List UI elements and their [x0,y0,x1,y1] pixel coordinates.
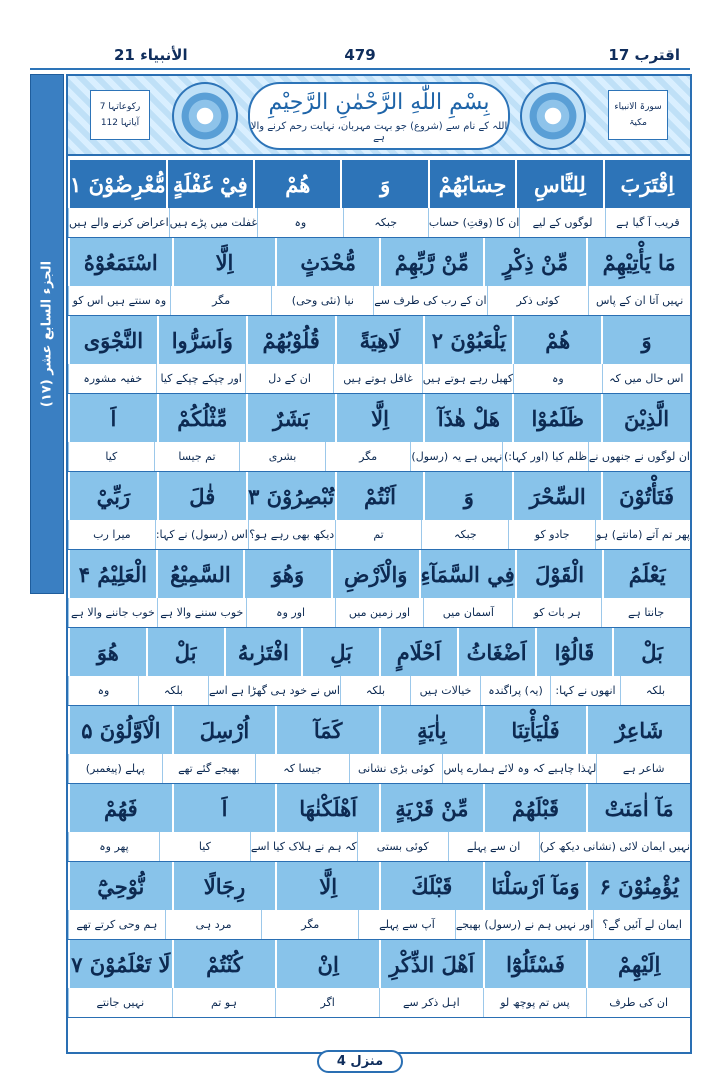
arabic-word: كَمَآ [275,706,379,754]
arabic-word: هُوَ [68,628,146,676]
bismillah-translation: اللہ کے نام سے (شروع) جو بہت مہربان، نہایت رحم کرنے والا ہے [250,121,508,143]
urdu-translation: دیکھ بھی رہے ہو؟ [248,520,335,549]
arabic-word: لَاهِيَةً [335,316,424,364]
arabic-row [68,628,690,676]
arabic-word: اِقْتَرَبَ [603,160,690,208]
arabic-row [68,550,690,598]
arabic-word: يُؤْمِنُوْنَ ۶ [586,862,690,910]
arabic-word: كُنْتُمْ [172,940,276,988]
arabic-word: لَا تَعْلَمُوْنَ ۷ [68,940,172,988]
urdu-translation: وہ [257,208,342,237]
arabic-word: وَهُوَ [243,550,331,598]
arabic-word: الْاَوَّلُوْنَ ۵ [68,706,172,754]
urdu-translation: میرا رب [68,520,155,549]
surah-banner [68,76,690,156]
urdu-translation: آسمان میں [423,598,512,627]
urdu-translation: ہر بات کو [512,598,601,627]
urdu-translation: جبکہ [343,208,428,237]
urdu-translation: نیا (نئی وحی) [271,286,373,315]
urdu-translation: لہٰذا چاہیے کہ وہ لائے ہمارے پاس [442,754,596,783]
urdu-translation: ان کا (وقتِ) حساب [428,208,520,237]
urdu-translation: اس (رسول) نے کہا: [155,520,248,549]
arabic-word: نُّوْحِيْٓ [68,862,172,910]
arabic-word: السَّمِيْعُ [156,550,244,598]
urdu-translation: مگر [325,442,411,471]
urdu-translation: اہل ذکر سے [379,988,483,1017]
arabic-word: فَتَأْتُوْنَ [601,472,690,520]
arabic-word: مِّنْ قَرْيَةٍ [379,784,483,832]
arabic-word: تُبْصِرُوْنَ ۳ [246,472,335,520]
urdu-translation: کھیل رہے ہوتے ہیں [422,364,513,393]
arabic-row [68,862,690,910]
urdu-translation: تم [335,520,422,549]
arabic-word: مُّحْدَثٍ [275,238,379,286]
urdu-translation: بشری [239,442,325,471]
arabic-word: اَهْلَ الذِّكْرِ [379,940,483,988]
juz-name-header: اقترب 17 [608,46,680,64]
arabic-word: هَلْ هٰذَآ [423,394,512,442]
arabic-word: اَضْغَاثُ [457,628,535,676]
arabic-word: بَلْ [146,628,224,676]
arabic-word: اُرْسِلَ [172,706,276,754]
urdu-translation: ان کی طرف [586,988,690,1017]
page-header [30,46,690,72]
urdu-translation: لوگوں کے لیے [519,208,604,237]
urdu-translation: جانتا ہے [601,598,690,627]
arabic-word: وَمَآ اَرْسَلْنَا [483,862,587,910]
arabic-row [68,316,690,364]
urdu-translation: (یہ) پراگندہ [480,676,550,705]
arabic-word: شَاعِرٌ [586,706,690,754]
urdu-translation: پھر وہ [68,832,159,861]
arabic-word: مَا يَأْتِيْهِمْ [586,238,690,286]
arabic-word: قُلُوْبُهُمْ [246,316,335,364]
page-frame [66,74,692,1054]
urdu-translation: ہو تم [172,988,276,1017]
page-footer [0,1050,720,1073]
urdu-translation: پہلے (پیغمبر) [68,754,162,783]
urdu-translation: ظلم کیا (اور کہا:) [502,442,588,471]
urdu-translation: مگر [261,910,358,939]
translation-row [68,988,690,1018]
arabic-word: مِّنْ رَّبِّهِمْ [379,238,483,286]
arabic-word: افْتَرٰىهُ [224,628,302,676]
arabic-word: اسْتَمَعُوْهُ [68,238,172,286]
ornament-icon [172,82,238,150]
translation-row [68,676,690,706]
arabic-word: فَهُمْ [68,784,172,832]
arabic-row [68,784,690,832]
urdu-translation: بلکہ [620,676,690,705]
urdu-translation: انھوں نے کہا: [550,676,620,705]
urdu-translation: جبکہ [421,520,508,549]
urdu-translation: وہ [513,364,601,393]
urdu-translation: پس تم پوچھ لو [483,988,587,1017]
urdu-translation: جیسا کہ [255,754,349,783]
arabic-row [68,394,690,442]
arabic-word: فِيْ غَفْلَةٍ [166,160,253,208]
translation-row [68,442,690,472]
urdu-translation: وہ سنتے ہیں اس کو [68,286,170,315]
arabic-row [68,238,690,286]
translation-row [68,286,690,316]
translation-row [68,832,690,862]
arabic-word: ظَلَمُوْا [512,394,601,442]
revelation-type: مکیۃ [629,118,647,128]
urdu-translation: کوئی بستی [357,832,448,861]
arabic-word: بِاٰيَةٍ [379,706,483,754]
surah-name-header: الأنبياء 21 [114,46,188,64]
urdu-translation: نہیں ایمان لائی (نشانی دیکھ کر) [539,832,690,861]
translation-row [68,364,690,394]
arabic-word: اَ [68,394,157,442]
bismillah-arabic: بِسْمِ اللّٰهِ الرَّحْمٰنِ الرَّحِيْمِ [268,90,490,115]
arabic-word: اِلَّا [335,394,424,442]
urdu-translation: ان سے پہلے [448,832,539,861]
urdu-translation: تم جیسا [154,442,240,471]
arabic-row [68,940,690,988]
urdu-translation: بلکہ [340,676,410,705]
urdu-translation: پھر تم آتے (مانتے) ہو [595,520,690,549]
ornament-icon [520,82,586,150]
arabic-word: يَلْعَبُوْنَ ۲ [423,316,512,364]
arabic-word: الْعَلِيْمُ ۴ [68,550,156,598]
urdu-translation: آپ سے پہلے [358,910,455,939]
urdu-translation: کیا [68,442,154,471]
urdu-translation: کوئی بڑی نشانی [349,754,443,783]
ayah-count: آیاتہا 112 [100,118,140,128]
arabic-word: النَّجْوَى [68,316,157,364]
arabic-word: اَنْتُمْ [335,472,424,520]
urdu-translation: کوئی ذکر [487,286,589,315]
arabic-row [68,706,690,754]
urdu-translation: وہ [68,676,138,705]
arabic-word: رِجَالًا [172,862,276,910]
urdu-translation: اگر [275,988,379,1017]
arabic-word: وَ [601,316,690,364]
arabic-word: وَاَسَرُّوا [157,316,246,364]
urdu-translation: کیا [159,832,250,861]
urdu-translation: ان لوگوں نے جنھوں نے [588,442,690,471]
arabic-word: اِلَّا [172,238,276,286]
urdu-translation: اس حال میں کہ [602,364,690,393]
urdu-translation: غافل ہوتے ہیں [333,364,421,393]
urdu-translation: خوب جاننے والا ہے [68,598,157,627]
arabic-word: اَ [172,784,276,832]
arabic-row [68,160,690,208]
arabic-word: وَالْاَرْضِ [331,550,419,598]
urdu-translation: نہیں آتا ان کے پاس [588,286,690,315]
urdu-translation: خوب سننے والا ہے [157,598,246,627]
arabic-word: مِّنْ ذِكْرٍ [483,238,587,286]
arabic-word: رَبِّيْ [68,472,157,520]
arabic-word: قٰلَ [157,472,246,520]
arabic-word: قَالُوْٓا [535,628,613,676]
translation-row [68,208,690,238]
arabic-word: فَلْيَأْتِنَا [483,706,587,754]
arabic-word: مُّعْرِضُوْنَ ۱ [68,160,166,208]
arabic-word: السِّحْرَ [512,472,601,520]
arabic-word: اَحْلَامٍ [379,628,457,676]
urdu-translation: نہیں ہے یہ (رسول) [410,442,502,471]
arabic-word: بَلْ [612,628,690,676]
arabic-word: بَشَرٌ [246,394,335,442]
arabic-word: قَبْلَكَ [379,862,483,910]
arabic-word: مَآ اٰمَنَتْ [586,784,690,832]
surah-info-box [608,90,668,140]
arabic-word: وَ [340,160,427,208]
arabic-word: فَسْئَلُوْٓا [483,940,587,988]
urdu-translation: جادو کو [508,520,595,549]
arabic-word: مِّثْلُكُمْ [157,394,246,442]
arabic-word: اَهْلَكْنٰهَا [275,784,379,832]
arabic-word: قَبْلَهُمْ [483,784,587,832]
urdu-translation: قریب آ گیا ہے [605,208,690,237]
urdu-translation: غفلت میں پڑے ہیں [169,208,258,237]
arabic-word: لِلنَّاسِ [515,160,602,208]
translation-row [68,598,690,628]
urdu-translation: مگر [170,286,272,315]
arabic-word: هُمْ [253,160,340,208]
arabic-word: اِلَيْهِمْ [586,940,690,988]
urdu-translation: مرد ہی [165,910,262,939]
arabic-word: يَعْلَمُ [602,550,690,598]
translation-row [68,910,690,940]
manzil-label: منزل 4 [317,1050,403,1073]
translation-row [68,520,690,550]
urdu-translation: کہ ہم نے ہلاک کیا اسے [250,832,357,861]
urdu-translation: ایمان لے آئیں گے؟ [593,910,690,939]
arabic-word: بَلِ [301,628,379,676]
arabic-word: وَ [423,472,512,520]
urdu-translation: خفیہ مشورہ [68,364,156,393]
arabic-word: فِي السَّمَآءِ [419,550,515,598]
juz-sidebar-label: الجزء السابع عشر (١٧) [39,260,55,408]
arabic-word: هُمْ [512,316,601,364]
urdu-translation: نہیں جانتے [68,988,172,1017]
urdu-translation: اعراض کرنے والے ہیں [68,208,169,237]
arabic-word: اِلَّا [275,862,379,910]
urdu-translation: شاعر ہے [596,754,690,783]
urdu-translation: بھیجے گئے تھے [162,754,256,783]
header-rule [30,68,690,70]
arabic-word: اِنْ [275,940,379,988]
page-number: 479 [344,46,376,64]
urdu-translation: بلکہ [138,676,208,705]
arabic-word: حِسَابُهُمْ [428,160,515,208]
urdu-translation: ان کے دل [245,364,333,393]
arabic-row [68,472,690,520]
surah-title: سورۃ الانبیاء [614,102,662,112]
urdu-translation: ہم وحی کرتے تھے [68,910,165,939]
urdu-translation: اور وہ [246,598,335,627]
urdu-translation: اور چپکے چپکے کیا [156,364,244,393]
arabic-word: الْقَوْلَ [515,550,603,598]
surah-stats-box [90,90,150,140]
urdu-translation: خیالات ہیں [410,676,480,705]
urdu-translation: اور نہیں ہم نے (رسول) بھیجے [455,910,593,939]
urdu-translation: ان کے رب کی طرف سے [373,286,486,315]
ruku-count: رکوعاتہا 7 [99,102,141,112]
urdu-translation: اس نے خود ہی گھڑا ہے اسے [208,676,340,705]
translation-row [68,754,690,784]
arabic-word: الَّذِيْنَ [601,394,690,442]
bismillah-box [248,82,510,150]
urdu-translation: اور زمین میں [335,598,424,627]
juz-sidebar [30,74,64,594]
